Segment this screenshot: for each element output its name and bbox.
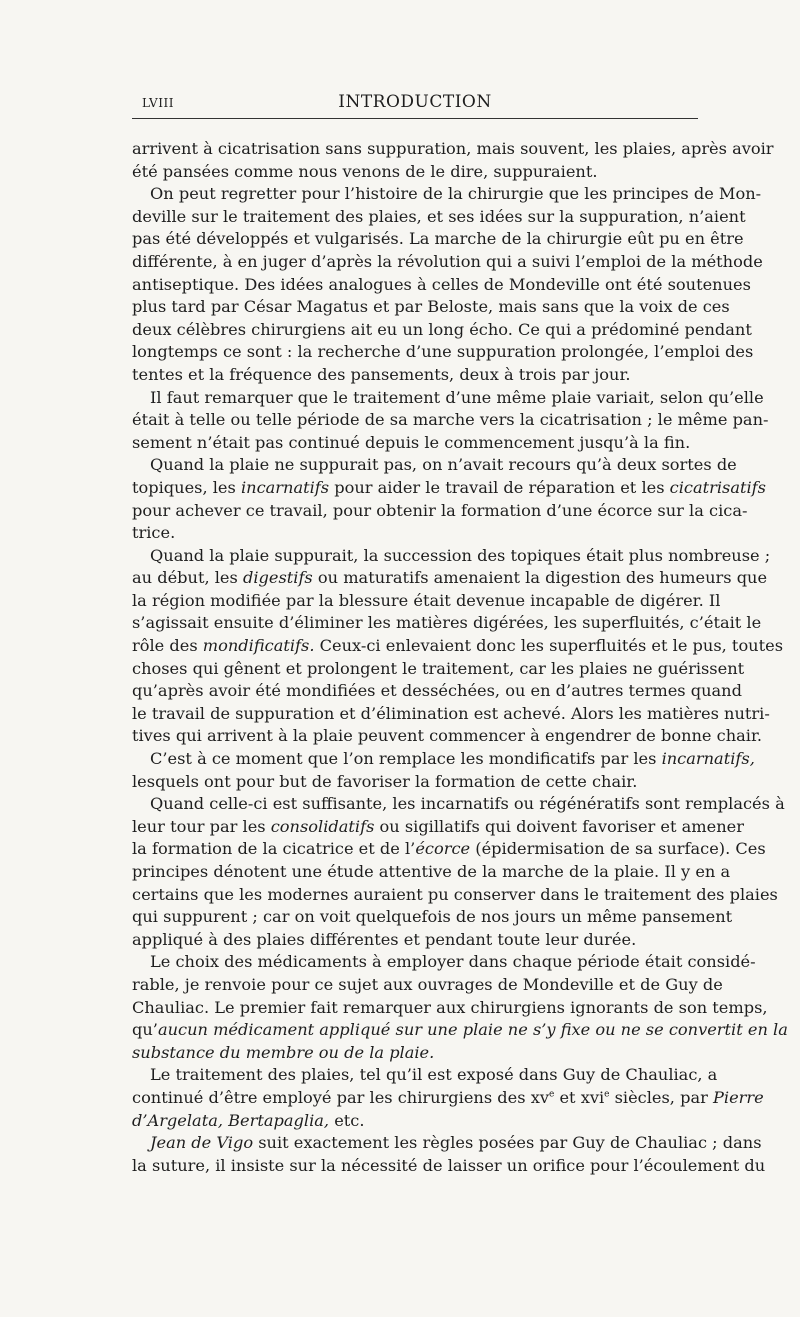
text-line <box>132 974 723 997</box>
text-segment: la formation de la cicatrice et de l’ <box>132 839 416 859</box>
header-rule <box>132 118 698 119</box>
text-segment: Quand la plaie ne suppurait pas, on n’avait recours qu’à deux sortes de <box>150 455 737 475</box>
text-line <box>132 251 763 274</box>
text-line <box>132 161 698 184</box>
text-line <box>132 409 769 432</box>
text-segment: Chauliac. Le premier fait remarquer aux chirurgiens ignorants de son temps, <box>132 997 768 1017</box>
italic-text: d’Argelata, Bertapaglia, <box>132 1110 330 1130</box>
text-line <box>132 748 755 771</box>
text-line <box>132 816 744 839</box>
text-segment: leur tour par les <box>132 816 271 836</box>
text-segment: principes dénotent une étude attentive de la marche de la plaie. Il y en a <box>132 862 731 881</box>
text-line <box>132 771 698 794</box>
text-line <box>132 929 698 952</box>
text-segment: Il faut remarquer que le traitement d’une même plaie variait, selon qu’elle <box>150 387 764 407</box>
text-segment: appliqué à des plaies différentes et pendant toute leur durée. <box>132 929 637 949</box>
text-segment: était à telle ou telle période de sa marche vers la cicatrisation ; le même pan- <box>132 410 769 430</box>
text-line <box>132 477 766 500</box>
text-line <box>132 454 737 477</box>
text-segment: au début, les <box>132 568 243 588</box>
text-segment: ou maturatifs amenaient la digestion des humeurs que <box>312 568 768 588</box>
italic-text: Jean de Vigo <box>150 1133 254 1153</box>
italic-text: substance du membre ou de la plaie. <box>132 1042 435 1062</box>
italic-text: mondificatifs. <box>202 636 315 656</box>
text-segment: pas été développés et vulgarisés. La marche de la chirurgie eût pu en être <box>132 229 744 249</box>
text-segment: lesquels ont pour but de favoriser la formation de cette chair. <box>132 771 638 791</box>
text-segment: On peut regretter pour l’histoire de la chirurgie que les principes de Mon- <box>150 184 762 204</box>
body-text <box>132 138 788 1177</box>
text-line <box>132 680 742 703</box>
text-segment: Le traitement des plaies, tel qu’il est exposé dans Guy de Chauliac, a <box>150 1065 718 1085</box>
text-segment: été pansées comme nous venons de le dire, suppuraient. <box>132 161 598 181</box>
text-line <box>132 1132 762 1155</box>
text-line <box>132 861 731 884</box>
text-line <box>132 997 768 1020</box>
text-line <box>132 635 784 658</box>
text-line <box>132 1019 788 1042</box>
page-number: LVIII <box>142 96 174 110</box>
text-line <box>132 319 752 342</box>
text-line <box>132 658 745 681</box>
text-segment: Quand la plaie suppurait, la succession des topiques était plus nombreuse ; <box>150 545 771 565</box>
text-segment: Le choix des médicaments à employer dans chaque période était considé- <box>150 952 756 972</box>
text-line <box>132 612 762 635</box>
italic-text: aucun médicament appliqué sur une plaie ne s’y fixe ou ne se convertit en la <box>157 1020 788 1040</box>
text-line <box>132 838 766 861</box>
text-line <box>132 522 698 545</box>
text-segment: topiques, les <box>132 477 241 497</box>
italic-text: écorce <box>415 839 471 859</box>
text-segment: différente, à en juger d’après la révolution qui a suivi l’emploi de la méthode <box>132 251 763 271</box>
text-line <box>132 228 744 251</box>
text-segment: qu’après avoir été mondifiées et desséchées, ou en d’autres termes quand <box>132 681 742 701</box>
text-segment: et xvi <box>554 1087 605 1107</box>
text-segment: etc. <box>329 1110 365 1130</box>
text-line <box>132 296 730 319</box>
text-segment: rôle des <box>132 636 203 656</box>
text-line <box>132 545 771 568</box>
text-segment: la suture, il insiste sur la nécessité de laisser un orifice pour l’écoulement du <box>132 1155 766 1175</box>
italic-text: consolidatifs <box>270 816 375 836</box>
text-segment: pour achever ce travail, pour obtenir la formation d’une écorce sur la cica- <box>132 500 748 520</box>
superscript: e <box>548 1089 555 1100</box>
italic-text: incarnatifs <box>240 477 330 497</box>
italic-text: Pierre <box>713 1087 764 1107</box>
text-segment: qu’ <box>132 1020 158 1040</box>
text-segment: la région modifiée par la blessure était devenue incapable de digérer. Il <box>132 590 721 610</box>
text-segment: trice. <box>132 523 176 543</box>
italic-text: cicatrisatifs <box>669 477 766 497</box>
text-segment: deville sur le traitement des plaies, et ses idées sur la suppuration, n’aient <box>132 206 746 226</box>
text-segment: Quand celle-ci est suffisante, les incarnatifs ou régénératifs sont remplacés à <box>150 794 785 814</box>
text-segment: C’est à ce moment que l’on remplace les mondificatifs par les <box>150 749 662 769</box>
text-segment: suit exactement les règles posées par Guy de Chauliac ; dans <box>253 1133 762 1153</box>
text-segment: arrivent à cicatrisation sans suppuration, mais souvent, les plaies, après avoir <box>132 139 774 158</box>
text-line <box>132 206 746 229</box>
text-segment: (épidermisation de sa surface). Ces <box>470 839 766 859</box>
text-segment: plus tard par César Magatus et par Beloste, mais sans que la voix de ces <box>132 297 730 317</box>
text-line <box>132 703 770 726</box>
text-segment: qui suppurent ; car on voit quelquefois de nos jours un même pansement <box>132 907 733 927</box>
text-line <box>132 1110 698 1133</box>
text-line <box>132 138 774 161</box>
text-line <box>132 1064 718 1087</box>
text-line <box>132 725 763 748</box>
text-segment: deux célèbres chirurgiens ait eu un long écho. Ce qui a prédominé pendant <box>132 319 752 339</box>
text-line <box>132 500 748 523</box>
text-segment: rable, je renvoie pour ce sujet aux ouvrages de Mondeville et de Guy de <box>132 974 723 994</box>
text-line <box>132 1087 764 1110</box>
text-line <box>132 387 764 410</box>
text-line <box>132 364 698 387</box>
text-line <box>132 590 721 613</box>
running-title: INTRODUCTION <box>338 92 492 112</box>
text-line <box>132 1155 766 1178</box>
text-line <box>132 1042 698 1065</box>
text-line <box>132 274 751 297</box>
text-line <box>132 906 733 929</box>
text-segment: continué d’être employé par les chirurgiens des xv <box>132 1087 549 1107</box>
text-segment: pour aider le travail de réparation et les <box>329 477 670 497</box>
text-segment: le travail de suppuration et d’élimination est achevé. Alors les matières nutri- <box>132 703 770 723</box>
text-segment: siècles, par <box>609 1087 713 1107</box>
text-segment: tives qui arrivent à la plaie peuvent commencer à engendrer de bonne chair. <box>132 726 763 746</box>
text-line <box>132 567 768 590</box>
text-segment: certains que les modernes auraient pu conserver dans le traitement des plaies <box>132 884 778 904</box>
text-segment: ou sigillatifs qui doivent favoriser et amener <box>374 816 744 836</box>
text-segment: s’agissait ensuite d’éliminer les matières digérées, les superfluités, c’était le <box>132 613 762 633</box>
text-line <box>132 951 756 974</box>
italic-text: incarnatifs, <box>661 749 755 769</box>
text-segment: sement n’était pas continué depuis le commencement jusqu’à la fin. <box>132 432 691 452</box>
text-line <box>132 793 785 816</box>
page-header <box>132 92 698 118</box>
text-line <box>132 183 762 206</box>
text-line <box>132 884 778 907</box>
text-segment: antiseptique. Des idées analogues à celles de Mondeville ont été soutenues <box>132 274 751 294</box>
text-segment: tentes et la fréquence des pansements, deux à trois par jour. <box>132 364 631 384</box>
italic-text: digestifs <box>242 568 313 588</box>
text-segment: longtemps ce sont : la recherche d’une suppuration prolongée, l’emploi des <box>132 342 754 362</box>
superscript: e <box>604 1089 610 1100</box>
text-line <box>132 341 754 364</box>
text-line <box>132 432 698 455</box>
text-segment: Ceux-ci enlevaient donc les superfluités et le pus, toutes <box>314 636 784 656</box>
text-segment: choses qui gênent et prolongent le traitement, car les plaies ne guérissent <box>132 658 745 678</box>
